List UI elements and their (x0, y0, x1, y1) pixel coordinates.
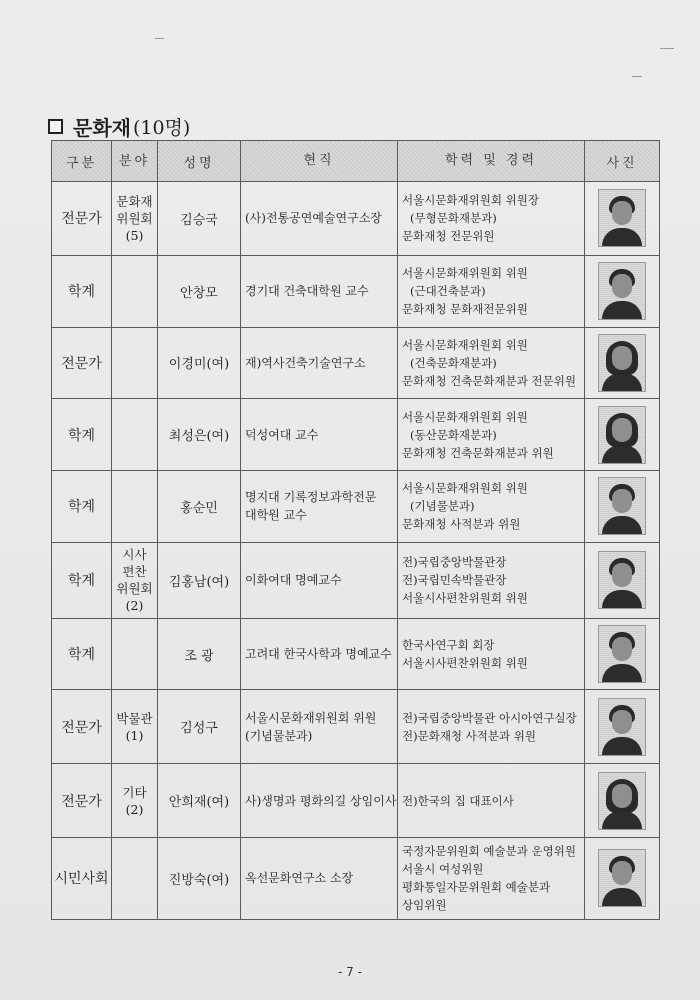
position-line: (사)전통공연예술연구소장 (245, 211, 382, 226)
row-type: 전문가 (52, 327, 112, 399)
row-name: 진방숙(여) (158, 837, 241, 919)
scan-speck (155, 38, 164, 39)
career-line: 서울시문화재위원회 위원 (402, 266, 528, 281)
career-line: 서울시문화재위원회 위원 (402, 409, 528, 424)
row-type: 전문가 (52, 764, 112, 838)
portrait-photo (598, 262, 646, 320)
row-name: 김성구 (158, 690, 241, 764)
committee-cell (112, 399, 158, 471)
committee-line: 위원회 (116, 581, 153, 597)
table-row (52, 618, 660, 690)
photo-cell (585, 471, 660, 543)
section-heading (48, 112, 190, 141)
row-position (241, 764, 398, 838)
header-photo: 사진 (585, 141, 660, 182)
row-position (241, 255, 398, 327)
position-line: 옥선문화연구소 소장 (245, 871, 354, 886)
photo-cell (585, 399, 660, 471)
career-line: (기념물분과) (410, 499, 475, 514)
photo-cell (585, 837, 660, 919)
committee-line: 박물관 (116, 710, 153, 726)
row-type: 학계 (52, 471, 112, 543)
row-name: 안희재(여) (158, 764, 241, 838)
career-line: 평화통일자문위원회 예술분과 (402, 880, 551, 895)
career-line: 서울시문화재위원회 위원장 (402, 193, 539, 208)
table-row (52, 690, 660, 764)
row-name: 김승국 (158, 182, 241, 256)
member-table (51, 140, 660, 920)
scan-speck (632, 76, 642, 77)
photo-cell (585, 255, 660, 327)
committee-line: 문화재 (116, 193, 153, 209)
row-position (241, 327, 398, 399)
portrait-photo (598, 849, 646, 907)
table-row (52, 182, 660, 256)
career-line: (무형문화재분과) (410, 211, 497, 226)
position-line: 덕성여대 교수 (245, 427, 319, 442)
committee-cell (112, 255, 158, 327)
row-career (398, 542, 585, 618)
position-line: 대학원 교수 (245, 508, 307, 523)
career-line: (동산문화재분과) (410, 427, 497, 442)
committee-line: 기타 (122, 784, 147, 800)
row-career (398, 182, 585, 256)
career-line: 전)문화재청 사적분과 위원 (402, 728, 536, 743)
photo-cell (585, 690, 660, 764)
career-line: 한국사연구회 회장 (402, 638, 495, 653)
career-line: 서울시사편찬위원회 위원 (402, 656, 528, 671)
photo-cell (585, 182, 660, 256)
row-position (241, 399, 398, 471)
row-position (241, 690, 398, 764)
committee-cell (112, 542, 158, 618)
position-line: 서울시문화재위원회 위원 (245, 710, 377, 725)
row-type: 학계 (52, 255, 112, 327)
committee-cell (112, 182, 158, 256)
row-position (241, 837, 398, 919)
career-line: 문화재청 문화재전문위원 (402, 302, 528, 317)
portrait-photo (598, 698, 646, 756)
row-position (241, 618, 398, 690)
position-line: 사)생명과 평화의길 상임이사 (245, 793, 397, 808)
scan-speck (660, 48, 674, 49)
career-line: 서울시 여성위원 (402, 862, 484, 877)
committee-cell (112, 837, 158, 919)
row-name: 이경미(여) (158, 327, 241, 399)
row-position (241, 542, 398, 618)
committee-cell (112, 327, 158, 399)
photo-cell (585, 542, 660, 618)
header-career: 학력 및 경력 (398, 141, 585, 182)
position-line: (기념물분과) (245, 728, 313, 743)
committee-line: (5) (125, 227, 144, 243)
career-line: 상임위원 (402, 898, 447, 913)
career-line: 전)한국의 집 대표이사 (402, 793, 514, 808)
row-position (241, 471, 398, 543)
career-line: 문화재청 전문위원 (402, 229, 495, 244)
committee-line: 편찬 (122, 564, 147, 580)
portrait-photo (598, 189, 646, 247)
header-position: 현직 (241, 141, 398, 182)
portrait-photo (598, 334, 646, 392)
header-type: 구분 (52, 141, 112, 182)
portrait-photo (598, 551, 646, 609)
committee-line: 위원회 (116, 210, 153, 226)
committee-line: (2) (125, 598, 144, 614)
table-row (52, 255, 660, 327)
row-type: 시민사회 (52, 837, 112, 919)
checkbox-icon (48, 119, 63, 134)
row-name: 홍순민 (158, 471, 241, 543)
row-career (398, 399, 585, 471)
table-row (52, 837, 660, 919)
position-line: 명지대 기록정보과학전문 (245, 490, 377, 505)
row-position (241, 182, 398, 256)
committee-line: (2) (125, 801, 144, 817)
row-career (398, 471, 585, 543)
row-type: 학계 (52, 542, 112, 618)
portrait-photo (598, 772, 646, 830)
page-number: - 7 - (338, 965, 362, 979)
committee-line: (1) (125, 727, 144, 743)
career-line: 문화재청 건축문화재분과 전문위원 (402, 373, 576, 388)
section-count: (10명) (132, 117, 191, 139)
header-name: 성명 (158, 141, 241, 182)
row-career (398, 837, 585, 919)
row-career (398, 764, 585, 838)
row-career (398, 618, 585, 690)
committee-cell (112, 690, 158, 764)
career-line: 문화재청 사적분과 위원 (402, 517, 521, 532)
row-name: 김홍남(여) (158, 542, 241, 618)
position-line: 경기대 건축대학원 교수 (245, 284, 369, 299)
row-type: 학계 (52, 618, 112, 690)
career-line: 서울시문화재위원회 위원 (402, 481, 528, 496)
career-line: 전)국립민속박물관장 (402, 573, 507, 588)
table-row (52, 542, 660, 618)
portrait-photo (598, 625, 646, 683)
photo-cell (585, 764, 660, 838)
row-career (398, 255, 585, 327)
career-line: 문화재청 건축문화재분과 위원 (402, 445, 554, 460)
table-header-row (52, 141, 660, 182)
career-line: (근대건축분과) (410, 284, 486, 299)
row-type: 학계 (52, 399, 112, 471)
career-line: 전)국립중앙박물관 아시아연구실장 (402, 710, 577, 725)
career-line: (건축문화재분과) (410, 355, 497, 370)
row-type: 전문가 (52, 182, 112, 256)
row-name: 안창모 (158, 255, 241, 327)
row-name: 최성은(여) (158, 399, 241, 471)
row-name: 조 광 (158, 618, 241, 690)
committee-cell (112, 618, 158, 690)
career-line: 전)국립중앙박물관장 (402, 555, 507, 570)
table-row (52, 399, 660, 471)
position-line: 이화여대 명예교수 (245, 573, 342, 588)
section-title: 문화재 (73, 116, 131, 140)
portrait-photo (598, 477, 646, 535)
table-row (52, 764, 660, 838)
photo-cell (585, 618, 660, 690)
position-line: 재)역사건축기술연구소 (245, 355, 366, 370)
table-row (52, 471, 660, 543)
committee-cell (112, 471, 158, 543)
career-line: 서울시사편찬위원회 위원 (402, 591, 528, 606)
table-row (52, 327, 660, 399)
photo-cell (585, 327, 660, 399)
committee-cell (112, 764, 158, 838)
position-line: 고려대 한국사학과 명예교수 (245, 647, 392, 662)
row-career (398, 327, 585, 399)
career-line: 국정자문위원회 예술분과 운영위원 (402, 844, 576, 859)
career-line: 서울시문화재위원회 위원 (402, 337, 528, 352)
header-committee: 분야 (112, 141, 158, 182)
committee-line: 시사 (122, 547, 147, 563)
portrait-photo (598, 406, 646, 464)
row-type: 전문가 (52, 690, 112, 764)
row-career (398, 690, 585, 764)
